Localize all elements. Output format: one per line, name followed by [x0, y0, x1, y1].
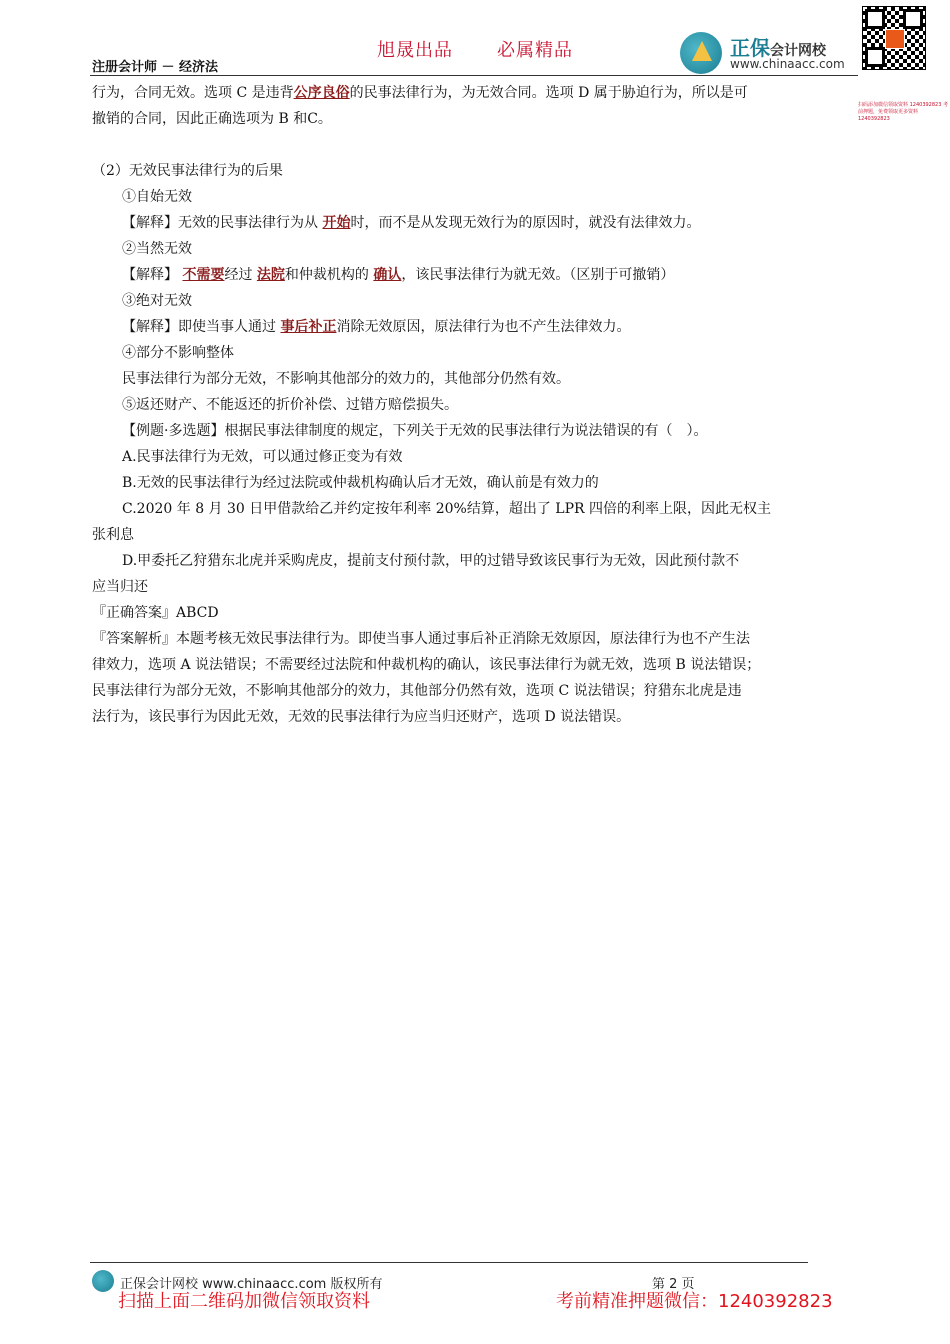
explanation: 【解释】 不需要经过 法院和仲裁机构的 确认，该民事法律行为就无效。（区别于可撤销）	[122, 267, 675, 283]
correct-answer: 『正确答案』ABCD	[92, 605, 219, 621]
footer-logo-icon	[92, 1270, 114, 1292]
list-item: ②当然无效	[122, 241, 192, 257]
footer-promo-right: 考前精准押题微信：1240392823	[556, 1291, 833, 1312]
logo-name: 正保会计网校	[730, 36, 826, 60]
footer-promo-left: 扫描上面二维码加微信领取资料	[118, 1291, 370, 1312]
analysis-line: 民事法律行为部分无效，不影响其他部分的效力，其他部分仍然有效，选项 C 说法错误；狩猎东北虎是违	[92, 683, 742, 699]
section-title: （2）无效民事法律行为的后果	[92, 163, 283, 179]
option-c-cont: 张利息	[92, 527, 134, 543]
paragraph-line: 行为，合同无效。选项 C 是违背公序良俗的民事法律行为，为无效合同。选项 D 属于胁迫行为，所以是可	[92, 85, 748, 101]
qr-caption: 扫码添加微信领取资料 1240392823 考前押题，免费领取更多资料 1240392823	[858, 102, 948, 122]
slogan-left: 旭晟出品	[377, 40, 453, 61]
explanation: 【解释】即使当事人通过 事后补正消除无效原因，原法律行为也不产生法律效力。	[122, 319, 631, 335]
paragraph-line: 撤销的合同，因此正确选项为 B 和C。	[92, 111, 332, 127]
analysis-line: 律效力，选项 A 说法错误；不需要经过法院和仲裁机构的确认，该民事法律行为就无效，选项 B 说法错误；	[92, 657, 761, 673]
header-divider	[90, 75, 858, 76]
footer-copyright: 正保会计网校 www.chinaacc.com 版权所有	[120, 1277, 383, 1292]
chinaacc-logo	[680, 32, 860, 74]
page-number: 第 2 页	[652, 1277, 695, 1292]
explanation: 民事法律行为部分无效，不影响其他部分的效力的，其他部分仍然有效。	[122, 371, 570, 387]
qr-code-icon	[862, 6, 926, 70]
option-d-cont: 应当归还	[92, 579, 148, 595]
analysis-line: 『答案解析』本题考核无效民事法律行为。即使当事人通过事后补正消除无效原因，原法律行为也不产生法	[92, 631, 750, 647]
list-item: ③绝对无效	[122, 293, 192, 309]
option-a: A.民事法律行为无效，可以通过修正变为有效	[122, 449, 403, 465]
list-item: ①自始无效	[122, 189, 192, 205]
subject-title: 注册会计师 － 经济法	[92, 60, 219, 75]
list-item: ④部分不影响整体	[122, 345, 234, 361]
document-body	[92, 80, 860, 730]
footer-divider	[90, 1262, 808, 1263]
logo-emblem-icon	[680, 32, 722, 74]
explanation: 【解释】无效的民事法律行为从 开始时，而不是从发现无效行为的原因时，就没有法律效力。	[122, 215, 701, 231]
option-b: B.无效的民事法律行为经过法院或仲裁机构确认后才无效，确认前是有效力的	[122, 475, 599, 491]
list-item: ⑤返还财产、不能返还的折价补偿、过错方赔偿损失。	[122, 397, 458, 413]
analysis-line: 法行为，该民事行为因此无效，无效的民事法律行为应当归还财产，选项 D 说法错误。	[92, 709, 631, 725]
logo-url: www.chinaacc.com	[730, 57, 845, 71]
slogan-right: 必属精品	[497, 40, 573, 61]
option-c: C.2020 年 8 月 30 日甲借款给乙并约定按年利率 20%结算，超出了 LPR 四倍的利率上限，因此无权主	[122, 501, 771, 517]
question: 【例题·多选题】根据民事法律制度的规定，下列关于无效的民事法律行为说法错误的有（ ）。	[122, 423, 708, 439]
option-d: D.甲委托乙狩猎东北虎并采购虎皮，提前支付预付款，甲的过错导致该民事行为无效，因此预付款不	[122, 553, 740, 569]
